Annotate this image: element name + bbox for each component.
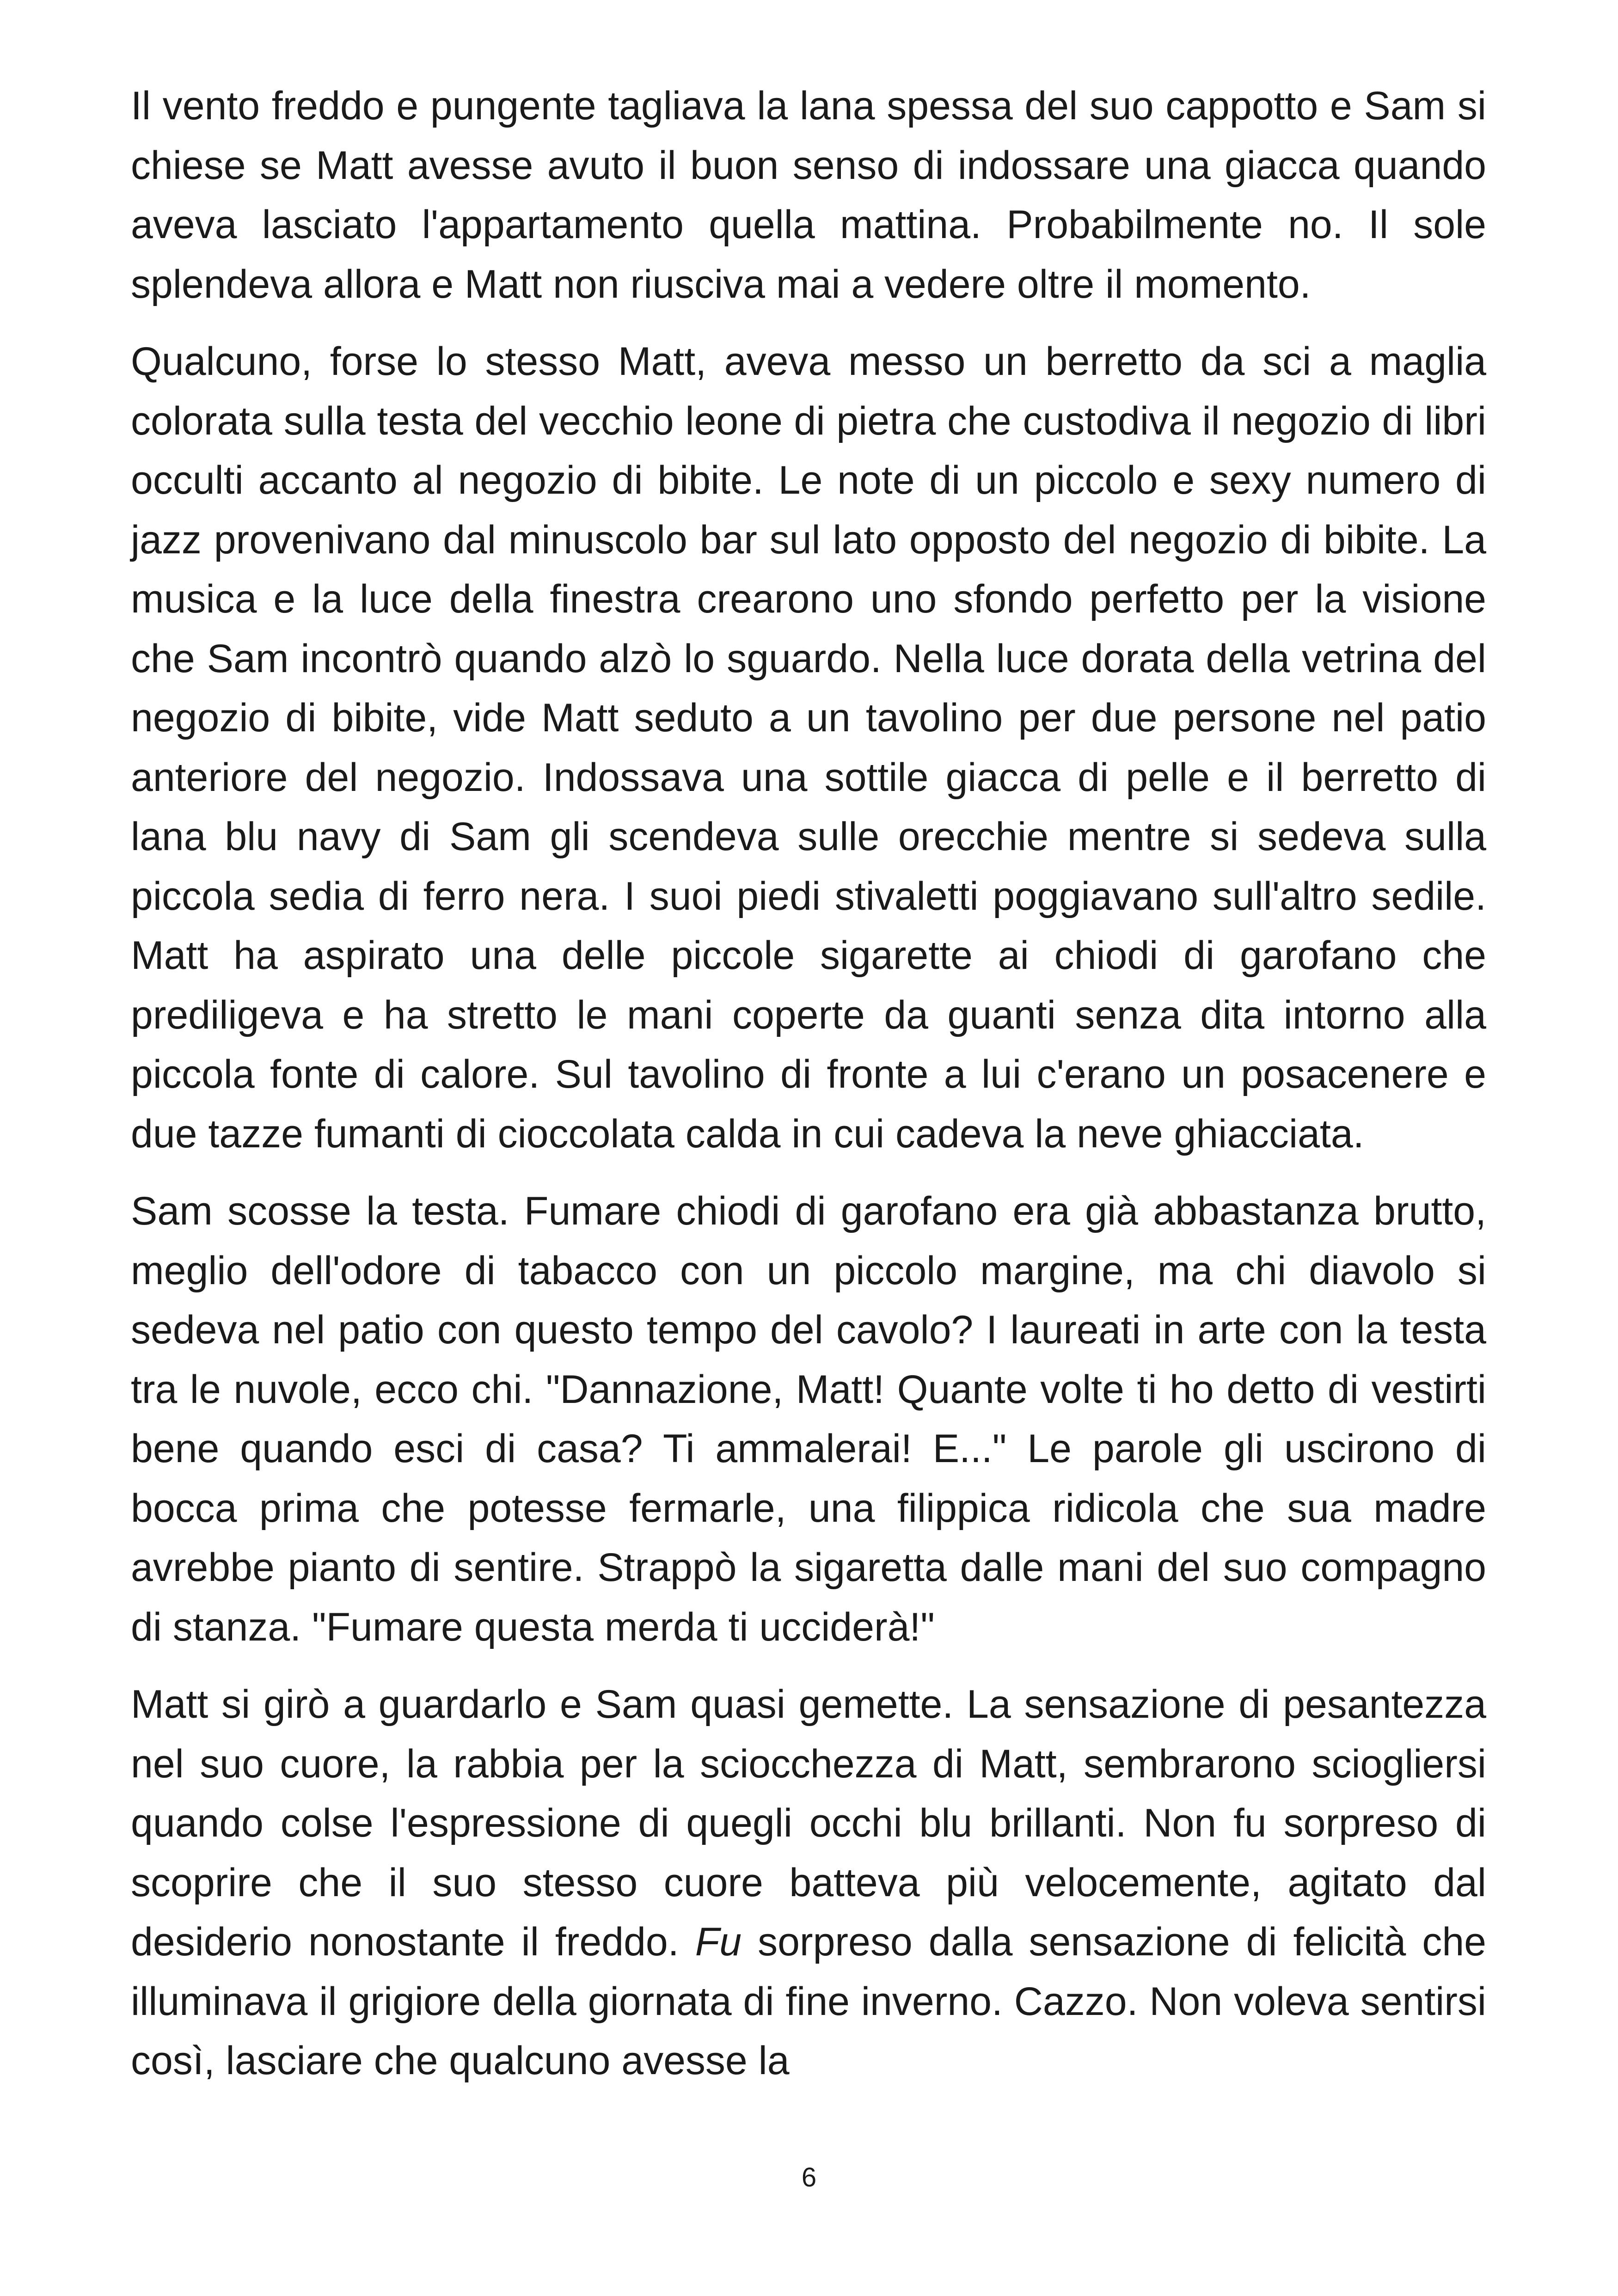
paragraph-2: Qualcuno, forse lo stesso Matt, aveva messo un berretto da sci a maglia colorata sulla testa del vecchio leone di pietra che custodiva il negozio di libri occulti accanto al negozio di bibite. Le note di un piccolo e sexy numero di jazz provenivano dal minuscolo bar sul lato opposto del negozio di bibite. La musica e la luce della finestra crearono uno sfondo perfetto per la visione che Sam incontrò quando alzò lo sguardo. Nella luce dorata della vetrina del negozio di bibite, vide Matt seduto a un tavolino per due persone nel patio anteriore del negozio. Indossava una sottile giacca di pelle e il berretto di lana blu navy di Sam gli scendeva sulle orecchie mentre si sedeva sulla piccola sedia di ferro nera. I suoi piedi stivaletti poggiavano sull'altro sedile. Matt ha aspirato una delle piccole sigarette ai chiodi di garofano che prediligeva e ha stretto le mani coperte da guanti senza dita intorno alla piccola fonte di calore. Sul tavolino di fronte a lui c'erano un posacenere e due tazze fumanti di cioccolata calda in cui cadeva la neve ghiacciata.	[131, 339, 1486, 1156]
paragraph-4	[131, 1675, 1486, 2091]
page-number: 6	[801, 2162, 817, 2192]
paragraph-4-text-before: Matt si girò a guardarlo e Sam quasi gemette. La sensazione di pesantezza nel suo cuore, la rabbia per la sciocchezza di Matt, sembrarono sciogliersi quando colse l'espressione di quegli occhi blu brillanti. Non fu sorpreso di scoprire che il suo stesso cuore batteva più velocemente, agitato dal desiderio nonostante il freddo.	[131, 1682, 1486, 1964]
paragraph-1: Il vento freddo e pungente tagliava la lana spessa del suo cappotto e Sam si chiese se Matt avesse avuto il buon senso di indossare una giacca quando aveva lasciato l'appartamento quella mattina. Probabilmente no. Il sole splendeva allora e Matt non riusciva mai a vedere oltre il momento.	[131, 84, 1486, 306]
paragraph-4-emphasis: Fu	[695, 1920, 742, 1964]
paragraph-4-text-after: sorpreso dalla sensazione di felicità che illuminava il grigiore della giornata di fine inverno. Cazzo. Non voleva sentirsi così, lasciare che qualcuno avesse la	[131, 1920, 1486, 2083]
body-text	[131, 76, 1486, 2109]
paragraph-3: Sam scosse la testa. Fumare chiodi di garofano era già abbastanza brutto, meglio dell'odore di tabacco con un piccolo margine, ma chi diavolo si sedeva nel patio con questo tempo del cavolo? I laureati in arte con la testa tra le nuvole, ecco chi. "Dannazione, Matt! Quante volte ti ho detto di vestirti bene quando esci di casa? Ti ammalerai! E..." Le parole gli uscirono di bocca prima che potesse fermarle, una filippica ridicola che sua madre avrebbe pianto di sentire. Strappò la sigaretta dalle mani del suo compagno di stanza. "Fumare questa merda ti ucciderà!"	[131, 1189, 1486, 1649]
